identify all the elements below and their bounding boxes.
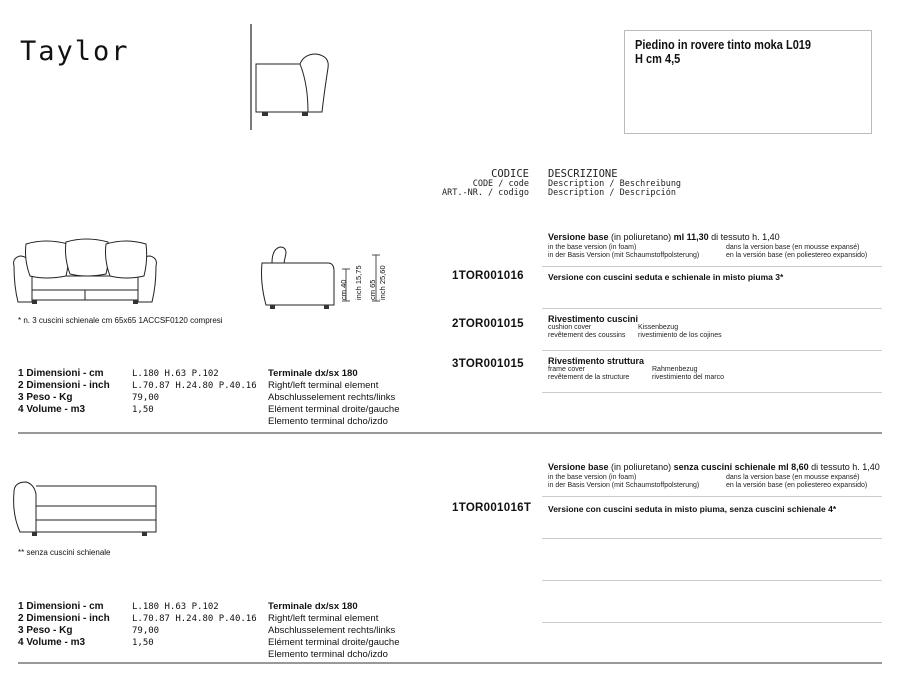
row-sub: Rahmenbezug [652,366,698,373]
header-codice-label: CODICE [491,168,529,180]
section1-base-version [548,232,867,260]
section2-specs [18,601,110,649]
terminal-line: Abschlusselement rechts/links [268,625,396,636]
sofa-side-drawing [258,243,388,313]
base-version-sub: in der Basis Version (mit Schaumstoffpolsterung) [548,252,700,259]
terminal-title: Terminale dx/sx 180 [268,601,358,612]
spec-value: L.70.87 H.24.80 P.40.16 [132,381,257,391]
row-divider [542,580,882,581]
base-version-sub: dans la version base (en mousse expansé) [726,474,860,481]
terminal-line: Abschlusselement rechts/links [268,392,396,403]
row-sub: revêtement des coussins [548,332,626,339]
row-divider [542,392,882,393]
dim-label-back: cm 65 [368,279,377,300]
section2-spec-values [132,601,257,649]
base-version-sub: in der Basis Version (mit Schaumstoffpolsterung) [548,482,700,489]
base-version-sub: en la versión base (en poliestereo expansido) [726,252,868,259]
foot-note-box [624,30,872,134]
section-divider [18,662,882,664]
spec-value: L.180 H.63 P.102 [132,602,219,612]
row-code: 3TOR001015 [452,358,524,370]
header-descrizione-sub1: Description / Beschreibung [548,178,682,189]
dim-label-back-inch: inch 25,60 [378,265,387,300]
section-divider [18,432,882,434]
section1-specs [18,368,110,416]
row-desc-block [548,314,722,340]
foot-note-line2: H cm 4,5 [635,52,681,66]
terminal-title: Terminale dx/sx 180 [268,368,358,379]
row-sub: rivestimiento de los cojines [638,332,722,339]
row-desc: Versione con cuscini seduta in misto piuma, senza cuscini schienale 4* [548,504,837,514]
base-version-bold2: ml 11,30 [673,232,709,242]
row-divider [542,266,882,267]
section2-base-version [548,462,880,490]
spec-label: 2 Dimensioni - inch [18,380,110,391]
spec-value: 79,00 [132,626,160,636]
section2-terminal [268,601,400,661]
base-version-bold: Versione base [548,462,609,472]
row-sub: Kissenbezug [638,324,679,331]
terminal-line: Elemento terminal dcho/izdo [268,416,388,427]
base-version-tail: di tessuto h. 1,40 [808,462,880,472]
row-sub: revêtement de la structure [548,374,630,381]
base-version-sub: in the base version (in foam) [548,244,637,251]
terminal-line: Elemento terminal dcho/izdo [268,649,388,660]
spec-label: 1 Dimensioni - cm [18,368,104,379]
row-code: 1TOR001016T [452,502,532,514]
spec-value: L.180 H.63 P.102 [132,369,219,379]
terminal-line: Elément terminal droite/gauche [268,637,400,648]
base-version-mid: (in poliuretano) [608,232,674,242]
spec-label: 3 Peso - Kg [18,625,73,636]
base-version-sub: dans la version base (en mousse expansé) [726,244,860,251]
section1-spec-values [132,368,257,416]
dim-seat-cm: cm 40 [339,279,348,300]
row-desc: Versione con cuscini seduta e schienale in misto piuma 3* [548,272,784,282]
spec-label: 4 Volume - m3 [18,637,86,648]
spec-value: 1,50 [132,638,154,648]
base-version-bold: Versione base [548,232,609,242]
sofa-front-drawing [10,236,160,306]
product-title: Taylor [20,36,130,67]
terminal-line: Right/left terminal element [268,613,379,624]
terminal-line: Right/left terminal element [268,380,379,391]
terminal-element-drawing [10,480,160,540]
row-code: 1TOR001016 [452,270,524,282]
row-divider [542,350,882,351]
header-descrizione-sub2: Description / Descripción [548,188,676,198]
spec-value: 79,00 [132,393,160,403]
row-desc-block [548,356,724,382]
header-codice [442,170,529,199]
base-version-mid: (in poliuretano) [608,462,674,472]
header-codice-sub1: CODE / code [472,178,529,189]
base-version-tail: di tessuto h. 1,40 [708,232,780,242]
spec-label: 2 Dimensioni - inch [18,613,110,624]
terminal-line: Elément terminal droite/gauche [268,404,400,415]
row-sub: frame cover [548,366,585,373]
section2-caption: ** senza cuscini schienale [18,548,111,557]
row-sub: rivestimiento del marco [652,374,724,381]
header-descrizione-label: DESCRIZIONE [548,168,618,180]
spec-label: 4 Volume - m3 [18,404,86,415]
row-sub: cushion cover [548,324,592,331]
section1-caption: * n. 3 cuscini schienale cm 65x65 1ACCSF0120 compresi [18,316,223,325]
spec-value: L.70.87 H.24.80 P.40.16 [132,614,257,624]
row-divider [542,538,882,539]
spec-value: 1,50 [132,405,154,415]
dim-label-seat-inch: inch 15,75 [354,265,363,300]
row-desc: Rivestimento struttura [548,356,645,366]
base-version-sub: in the base version (in foam) [548,474,637,481]
header-codice-sub2: ART.-NR. / codigo [442,188,529,198]
row-desc: Rivestimento cuscini [548,314,639,324]
foot-note-line1: Piedino in rovere tinto moka L019 [635,38,812,52]
base-version-bold2: senza cuscini schienale ml 8,60 [673,462,809,472]
row-divider [542,308,882,309]
spec-label: 1 Dimensioni - cm [18,601,104,612]
row-divider [542,496,882,497]
section1-terminal [268,368,400,428]
header-descrizione [548,170,681,199]
row-divider [542,622,882,623]
spec-label: 3 Peso - Kg [18,392,73,403]
base-version-sub: en la versión base (en poliestereo expansido) [726,482,868,489]
armrest-side-drawing [248,24,338,134]
row-code: 2TOR001015 [452,318,524,330]
